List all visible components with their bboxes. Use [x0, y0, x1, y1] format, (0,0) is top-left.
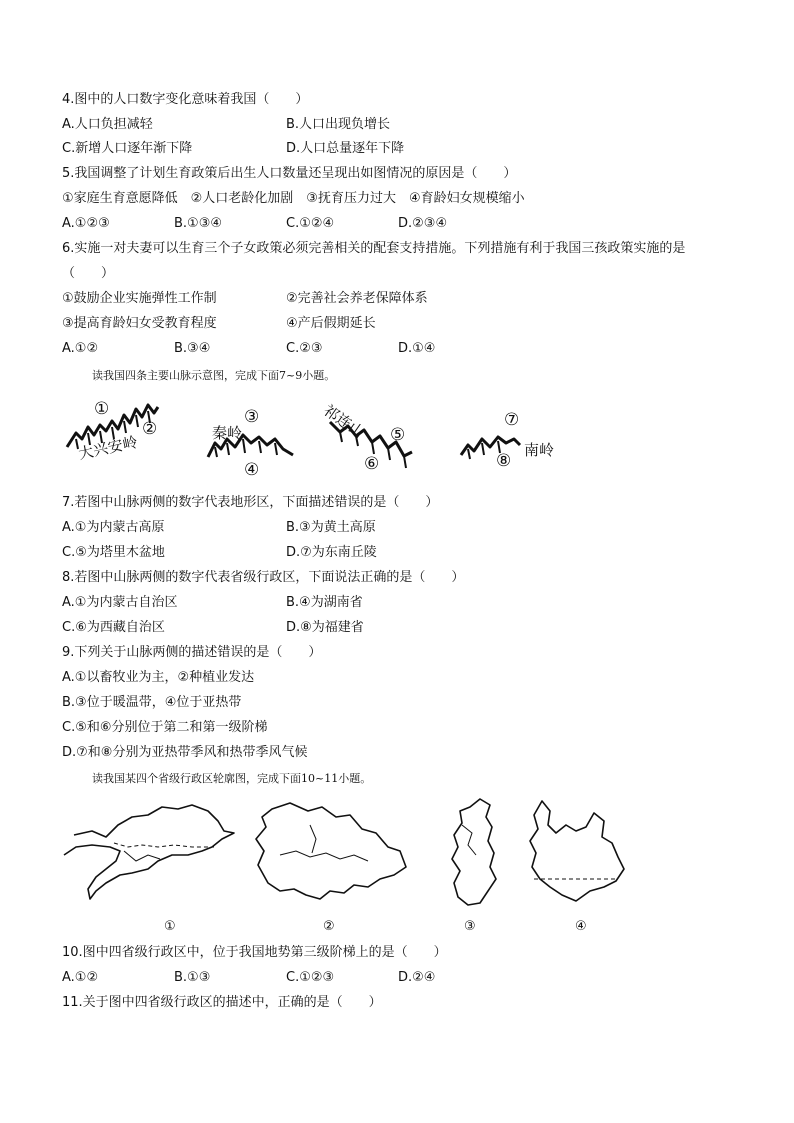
q6-choice-3: ③提高育龄妇女受教育程度	[62, 316, 217, 331]
province-1-label: ①	[164, 919, 176, 934]
province-2-label: ②	[323, 919, 335, 934]
province-outline-4	[520, 795, 630, 910]
q10-option-a: A.①②	[62, 970, 99, 985]
q7-stem: 7.若图中山脉两侧的数字代表地形区，下面描述错误的是（ ）	[62, 495, 439, 510]
q8-option-d: D.⑧为福建省	[286, 620, 364, 635]
mountain-3-side-2-label: ⑥	[364, 454, 380, 474]
q6-stem-cont: （ ）	[62, 266, 115, 281]
mountain-4-side-2-label: ⑧	[496, 451, 512, 471]
mountain-1-side-2-label: ②	[142, 419, 158, 439]
q5-option-d: D.②③④	[398, 216, 448, 231]
q6-choice-4: ④产后假期延长	[286, 316, 376, 331]
q7-option-c: C.⑤为塔里木盆地	[62, 545, 165, 560]
q7-option-d: D.⑦为东南丘陵	[286, 545, 377, 560]
q10-stem: 10.图中四省级行政区中，位于我国地势第三级阶梯上的是（ ）	[62, 945, 447, 960]
q5-option-a: A.①②③	[62, 216, 110, 231]
mountain-2-name: 秦岭	[212, 424, 243, 442]
q9-option-d: D.⑦和⑧分别为亚热带季风和热带季风气候	[62, 745, 308, 760]
mountain-4-side-1-label: ⑦	[504, 410, 520, 430]
province-outline-3	[440, 795, 505, 910]
q10-option-b: B.①③	[174, 970, 211, 985]
q6-choice-2: ②完善社会养老保障体系	[286, 291, 428, 306]
q5-option-c: C.①②④	[286, 216, 335, 231]
q4-option-a: A.人口负担减轻	[62, 117, 153, 132]
mountain-2-side-2-label: ④	[244, 460, 260, 480]
mountain-1-side-1-label: ①	[94, 399, 110, 419]
q4-stem: 4.图中的人口数字变化意味着我国（ ）	[62, 92, 309, 107]
q5-choices: ①家庭生育意愿降低 ②人口老龄化加剧 ③抚育压力过大 ④育龄妇女规模缩小	[62, 191, 525, 206]
province-outline-2	[250, 795, 420, 910]
province-4-label: ④	[575, 919, 587, 934]
q10-option-d: D.②④	[398, 970, 436, 985]
q6-option-b: B.③④	[174, 341, 211, 356]
q8-option-b: B.④为湖南省	[286, 595, 363, 610]
q5-option-b: B.①③④	[174, 216, 223, 231]
q4-option-d: D.人口总量逐年下降	[286, 141, 405, 156]
mountain-1-name: 大兴安岭	[76, 432, 140, 464]
q8-option-a: A.①为内蒙古自治区	[62, 595, 178, 610]
q6-choice-1: ①鼓励企业实施弹性工作制	[62, 291, 217, 306]
q10-option-c: C.①②③	[286, 970, 335, 985]
q7-option-a: A.①为内蒙古高原	[62, 520, 165, 535]
mountain-2-side-1-label: ③	[244, 407, 260, 427]
q9-option-b: B.③位于暖温带，④位于亚热带	[62, 695, 242, 710]
q6-option-d: D.①④	[398, 341, 436, 356]
q6-option-c: C.②③	[286, 341, 323, 356]
q8-stem: 8.若图中山脉两侧的数字代表省级行政区，下面说法正确的是（ ）	[62, 570, 465, 585]
province-3-label: ③	[464, 919, 476, 934]
province-outline-1	[62, 795, 242, 910]
q4-option-c: C.新增人口逐年渐下降	[62, 141, 193, 156]
mountains-intro: 读我国四条主要山脉示意图，完成下面7~9小题。	[92, 369, 336, 382]
q6-option-a: A.①②	[62, 341, 99, 356]
mountain-4-name: 南岭	[524, 441, 555, 459]
q7-option-b: B.③为黄土高原	[286, 520, 376, 535]
q9-stem: 9.下列关于山脉两侧的描述错误的是（ ）	[62, 645, 322, 660]
q5-stem: 5.我国调整了计划生育政策后出生人口数量还呈现出如图情况的原因是（ ）	[62, 166, 517, 181]
q11-stem: 11.关于图中四省级行政区的描述中，正确的是（ ）	[62, 995, 382, 1010]
q4-option-b: B.人口出现负增长	[286, 117, 391, 132]
q9-option-a: A.①以畜牧业为主，②种植业发达	[62, 670, 255, 685]
mountain-3-name: 祁连山	[320, 401, 368, 442]
q8-option-c: C.⑥为西藏自治区	[62, 620, 165, 635]
provinces-intro: 读我国某四个省级行政区轮廓图，完成下面10~11小题。	[92, 772, 372, 785]
mountain-3-side-1-label: ⑤	[390, 425, 406, 445]
q9-option-c: C.⑤和⑥分别位于第二和第一级阶梯	[62, 720, 268, 735]
q6-stem: 6.实施一对夫妻可以生育三个子女政策必须完善相关的配套支持措施。下列措施有利于我国三孩政策实施的是	[62, 241, 686, 256]
